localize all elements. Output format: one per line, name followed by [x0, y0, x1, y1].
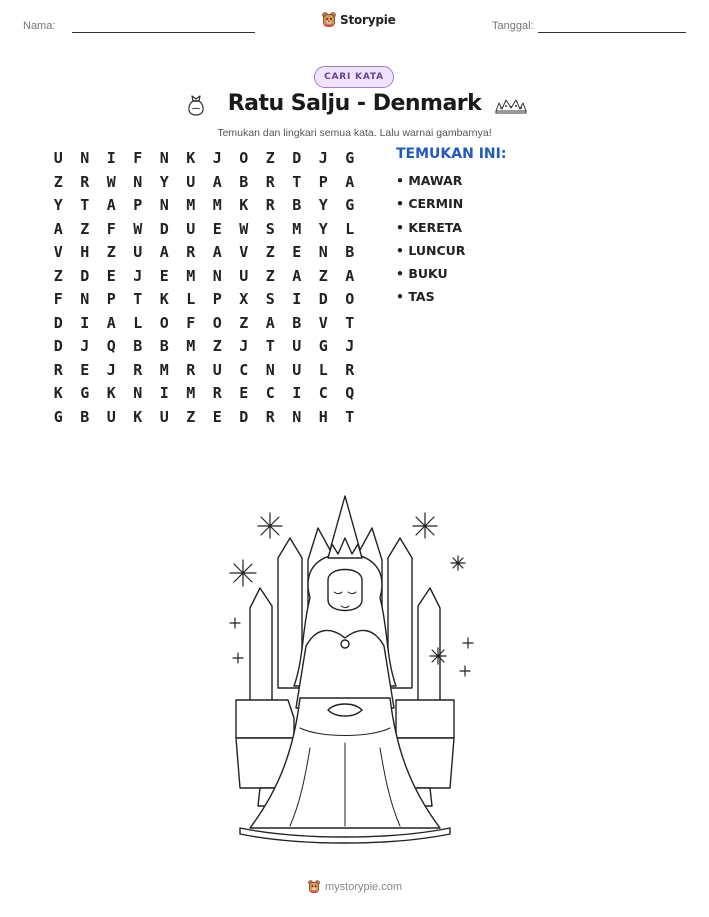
grid-cell[interactable]: M: [212, 196, 222, 214]
grid-cell[interactable]: I: [292, 384, 302, 402]
grid-cell[interactable]: B: [239, 172, 249, 191]
grid-cell[interactable]: R: [212, 384, 222, 402]
grid-cell[interactable]: K: [239, 196, 249, 214]
grid-cell[interactable]: H: [80, 243, 90, 261]
grid-cell[interactable]: G: [318, 337, 328, 355]
footer: [308, 880, 402, 894]
grid-cell[interactable]: C: [239, 360, 249, 379]
grid-cell[interactable]: C: [265, 384, 275, 402]
grid-cell[interactable]: N: [159, 149, 169, 167]
grid-cell[interactable]: B: [292, 313, 302, 332]
grid-cell[interactable]: N: [133, 384, 143, 402]
word-list-item: • BUKU: [396, 266, 448, 282]
grid-cell[interactable]: Z: [265, 149, 275, 167]
activity-badge: [314, 66, 394, 88]
grid-cell[interactable]: W: [133, 219, 143, 238]
grid-cell[interactable]: W: [106, 172, 116, 191]
grid-cell[interactable]: Z: [318, 266, 328, 285]
grid-cell[interactable]: B: [80, 407, 90, 426]
grid-cell[interactable]: V: [239, 243, 249, 261]
grid-cell[interactable]: K: [106, 384, 116, 402]
grid-cell[interactable]: E: [212, 219, 222, 238]
footer-url[interactable]: mystorypie.com: [325, 881, 403, 893]
date-line[interactable]: [538, 32, 686, 33]
word-list-item: • CERMIN: [396, 196, 464, 212]
grid-cell[interactable]: Z: [80, 219, 90, 238]
grid-cell[interactable]: I: [292, 290, 302, 308]
instructions: Temukan dan lingkari semua kata. Lalu warnai gambarnya!: [217, 127, 492, 139]
grid-cell[interactable]: P: [133, 196, 143, 214]
word-list-item: • TAS: [396, 289, 435, 305]
brand-name: Storypie: [340, 13, 396, 27]
name-label: Nama:: [23, 20, 56, 32]
grid-cell[interactable]: M: [292, 219, 302, 238]
grid-cell[interactable]: R: [80, 172, 90, 191]
grid-cell[interactable]: A: [292, 266, 302, 285]
grid-cell[interactable]: D: [159, 219, 169, 238]
grid-cell[interactable]: R: [186, 360, 196, 379]
grid-cell[interactable]: L: [318, 360, 328, 379]
grid-cell[interactable]: D: [292, 149, 302, 167]
grid-cell[interactable]: S: [265, 219, 275, 238]
grid-cell[interactable]: N: [265, 360, 275, 379]
bear-icon: [322, 12, 336, 28]
grid-cell[interactable]: J: [212, 149, 222, 167]
grid-cell[interactable]: Z: [186, 407, 196, 426]
grid-cell[interactable]: B: [292, 196, 302, 214]
snow-queen-illustration: [210, 488, 480, 850]
grid-cell[interactable]: V: [318, 313, 328, 332]
word-search-grid[interactable]: [45, 147, 363, 429]
grid-cell[interactable]: Y: [53, 196, 63, 214]
grid-cell[interactable]: Q: [106, 337, 116, 355]
grid-cell[interactable]: F: [53, 290, 63, 308]
grid-cell[interactable]: Z: [53, 266, 63, 285]
grid-cell[interactable]: U: [239, 266, 249, 285]
grid-cell[interactable]: M: [186, 384, 196, 402]
grid-cell[interactable]: R: [345, 360, 355, 379]
grid-cell[interactable]: F: [133, 149, 143, 167]
tiara-icon: [494, 97, 528, 115]
grid-cell[interactable]: A: [345, 266, 355, 285]
grid-cell[interactable]: A: [265, 313, 275, 332]
grid-cell[interactable]: W: [239, 219, 249, 238]
grid-cell[interactable]: K: [186, 149, 196, 167]
grid-cell[interactable]: Z: [106, 243, 116, 261]
grid-cell[interactable]: J: [239, 337, 249, 355]
grid-cell[interactable]: R: [186, 243, 196, 261]
grid-cell[interactable]: G: [345, 149, 355, 167]
grid-cell[interactable]: D: [239, 407, 249, 426]
grid-cell[interactable]: P: [212, 290, 222, 308]
grid-cell[interactable]: F: [186, 313, 196, 332]
grid-cell[interactable]: R: [265, 172, 275, 191]
grid-cell[interactable]: T: [345, 407, 355, 426]
grid-cell[interactable]: R: [133, 360, 143, 379]
grid-cell[interactable]: U: [186, 172, 196, 191]
grid-cell[interactable]: O: [345, 290, 355, 308]
grid-cell[interactable]: N: [318, 243, 328, 261]
grid-cell[interactable]: Y: [318, 196, 328, 214]
grid-cell[interactable]: U: [53, 149, 63, 167]
grid-cell[interactable]: B: [345, 243, 355, 261]
grid-cell[interactable]: A: [212, 243, 222, 261]
grid-cell[interactable]: U: [186, 219, 196, 238]
grid-cell[interactable]: J: [318, 149, 328, 167]
grid-cell[interactable]: Y: [318, 219, 328, 238]
grid-cell[interactable]: Z: [212, 337, 222, 355]
grid-cell[interactable]: G: [80, 384, 90, 402]
grid-cell[interactable]: Y: [159, 172, 169, 191]
grid-cell[interactable]: U: [292, 360, 302, 379]
grid-cell[interactable]: I: [106, 149, 116, 167]
grid-cell[interactable]: T: [345, 313, 355, 332]
grid-cell[interactable]: U: [133, 243, 143, 261]
grid-cell[interactable]: J: [345, 337, 355, 355]
grid-cell[interactable]: E: [292, 243, 302, 261]
bear-icon: [308, 880, 320, 894]
grid-cell[interactable]: D: [53, 337, 63, 355]
grid-cell[interactable]: U: [212, 360, 222, 379]
grid-cell[interactable]: G: [53, 407, 63, 426]
grid-cell[interactable]: K: [159, 290, 169, 308]
grid-cell[interactable]: E: [212, 407, 222, 426]
word-list-item: • LUNCUR: [396, 242, 466, 258]
grid-cell[interactable]: N: [159, 196, 169, 214]
grid-cell[interactable]: D: [80, 266, 90, 285]
grid-cell[interactable]: A: [345, 172, 355, 191]
grid-cell[interactable]: S: [265, 290, 275, 308]
grid-cell[interactable]: B: [133, 337, 143, 355]
grid-cell[interactable]: Z: [265, 266, 275, 285]
grid-cell[interactable]: L: [186, 290, 196, 308]
grid-cell[interactable]: T: [265, 337, 275, 355]
grid-cell[interactable]: A: [159, 243, 169, 261]
word-list-item: • KERETA: [396, 219, 462, 235]
brand-logo: [322, 12, 396, 28]
grid-cell[interactable]: E: [239, 384, 249, 402]
page-title: Ratu Salju - Denmark: [227, 91, 482, 116]
grid-cell[interactable]: F: [106, 219, 116, 238]
grid-cell[interactable]: E: [106, 266, 116, 285]
grid-cell[interactable]: Z: [265, 243, 275, 261]
grid-cell[interactable]: V: [53, 243, 63, 261]
grid-cell[interactable]: J: [106, 360, 116, 379]
grid-cell[interactable]: B: [159, 337, 169, 355]
grid-cell[interactable]: N: [80, 149, 90, 167]
name-line[interactable]: [72, 32, 255, 33]
grid-cell[interactable]: N: [292, 407, 302, 426]
grid-cell[interactable]: T: [133, 290, 143, 308]
grid-cell[interactable]: J: [133, 266, 143, 285]
grid-cell[interactable]: A: [53, 219, 63, 238]
grid-cell[interactable]: D: [53, 313, 63, 332]
grid-cell[interactable]: M: [186, 196, 196, 214]
grid-cell[interactable]: G: [345, 196, 355, 214]
grid-cell[interactable]: P: [318, 172, 328, 191]
badge-label: CARI KATA: [324, 72, 384, 82]
word-list-item: • MAWAR: [396, 173, 463, 188]
grid-cell[interactable]: Z: [239, 313, 249, 332]
grid-cell[interactable]: A: [212, 172, 222, 191]
grid-cell[interactable]: L: [133, 313, 143, 332]
grid-cell[interactable]: E: [80, 360, 90, 379]
grid-cell[interactable]: T: [80, 196, 90, 214]
grid-cell[interactable]: I: [80, 313, 90, 332]
grid-cell[interactable]: M: [186, 337, 196, 355]
word-list-title: TEMUKAN INI:: [396, 146, 507, 162]
grid-cell[interactable]: Q: [345, 384, 355, 402]
grid-cell[interactable]: D: [318, 290, 328, 308]
grid-cell[interactable]: O: [212, 313, 222, 332]
grid-cell[interactable]: E: [159, 266, 169, 285]
grid-cell[interactable]: L: [345, 219, 355, 238]
grid-cell[interactable]: O: [239, 149, 249, 167]
grid-cell[interactable]: A: [106, 313, 116, 332]
grid-cell[interactable]: R: [265, 196, 275, 214]
grid-cell[interactable]: N: [212, 266, 222, 285]
grid-cell[interactable]: Z: [53, 172, 63, 191]
grid-cell[interactable]: N: [80, 290, 90, 308]
grid-cell[interactable]: O: [159, 313, 169, 332]
grid-cell[interactable]: J: [80, 337, 90, 355]
grid-cell[interactable]: P: [106, 290, 116, 308]
grid-cell[interactable]: R: [265, 407, 275, 426]
grid-cell[interactable]: K: [53, 384, 63, 402]
grid-cell[interactable]: M: [186, 266, 196, 285]
grid-cell[interactable]: R: [53, 360, 63, 379]
grid-cell[interactable]: A: [106, 196, 116, 214]
grid-cell[interactable]: I: [159, 384, 169, 402]
word-list: [396, 172, 465, 312]
grid-cell[interactable]: U: [292, 337, 302, 355]
date-label: Tanggal:: [492, 20, 534, 32]
grid-cell[interactable]: K: [133, 407, 143, 426]
grid-cell[interactable]: X: [239, 290, 249, 308]
grid-cell[interactable]: T: [292, 172, 302, 191]
grid-cell[interactable]: H: [318, 407, 328, 426]
grid-cell[interactable]: C: [318, 384, 328, 402]
grid-cell[interactable]: U: [159, 407, 169, 426]
grid-cell[interactable]: U: [106, 407, 116, 426]
grid-cell[interactable]: N: [133, 172, 143, 191]
grid-cell[interactable]: M: [159, 360, 169, 379]
